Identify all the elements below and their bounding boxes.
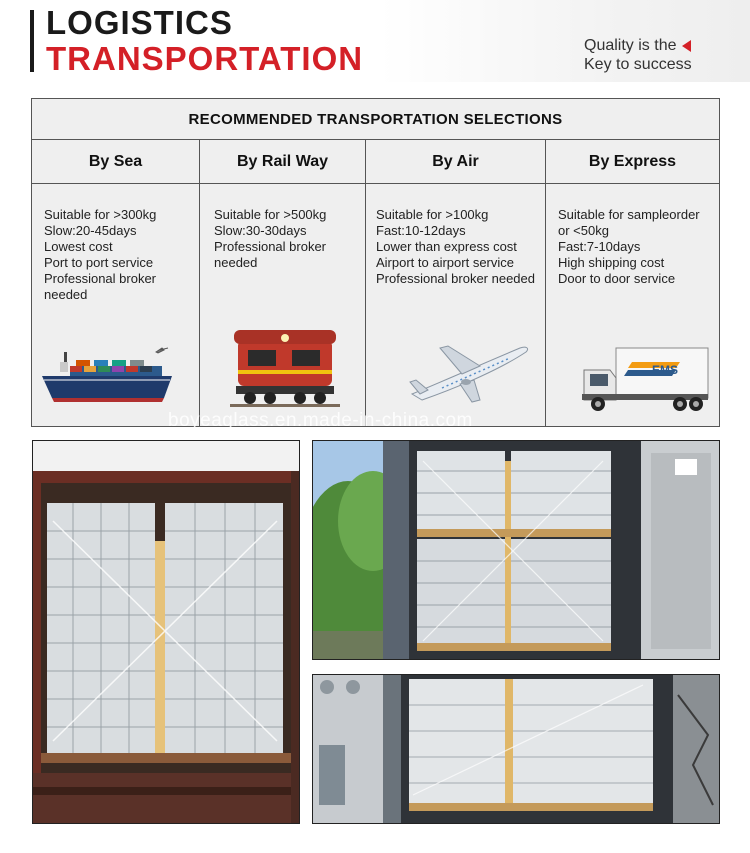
column-line: Suitable for >300kg [44,207,157,222]
column-heading: By Express [546,140,719,184]
train-icon [230,320,340,410]
column-line: Slow:30-30days [214,223,307,238]
column-line: Suitable for sampleorder [558,207,700,222]
title-logistics: LOGISTICS [46,4,233,41]
column-line: needed [214,255,258,270]
watermark: boyeaglass.en.made-in-china.com [168,410,473,431]
column-line: Professional broker [214,239,326,254]
column-by-sea [32,140,200,426]
container-photo-3 [312,674,720,824]
column-line: Lowest cost [44,239,113,254]
column-line: Lower than express cost [376,239,517,254]
header-shade [380,0,750,82]
column-line: Suitable for >500kg [214,207,327,222]
column-line: or <50kg [558,223,609,238]
column-heading: By Sea [32,140,199,184]
column-by-rail-way [200,140,366,426]
airplane-icon [402,336,532,406]
column-by-air [366,140,546,426]
title-transportation: TRANSPORTATION [46,40,364,77]
container-photo-3-image [313,675,720,824]
column-line: Door to door service [558,271,676,286]
column-line: Airport to airport service [376,255,514,270]
column-line: Port to port service [44,255,154,270]
ems-truck-icon [580,344,710,416]
container-photo-1 [32,440,300,824]
tagline-line2: Key to success [584,56,692,73]
column-line: Slow:20-45days [44,223,137,238]
header-accent-bar [30,10,34,72]
column-line: Fast:7-10days [558,239,641,254]
column-by-express [546,140,719,426]
column-line: Professional broker needed [376,271,535,286]
cargo-ship-icon [38,340,178,412]
column-heading: By Air [366,140,545,184]
red-arrow-icon [682,40,691,52]
column-line: Professional broker [44,271,156,286]
container-photo-1-image [33,441,300,824]
tagline-line1: Quality is the [584,37,677,54]
column-lines [558,207,700,287]
table-title: RECOMMENDED TRANSPORTATION SELECTIONS [32,99,719,140]
column-line: High shipping cost [558,255,665,270]
column-line: Suitable for >100kg [376,207,489,222]
page-header [0,0,750,82]
column-lines [214,207,326,271]
column-line: Fast:10-12days [376,223,466,238]
column-lines [376,207,535,287]
container-photo-2 [312,440,720,660]
container-photo-2-image [313,441,720,660]
column-lines [44,207,156,303]
column-line: needed [44,287,88,302]
column-heading: By Rail Way [200,140,365,184]
tagline [584,36,692,74]
transportation-table [31,98,720,427]
truck-label: EMS [652,363,679,377]
